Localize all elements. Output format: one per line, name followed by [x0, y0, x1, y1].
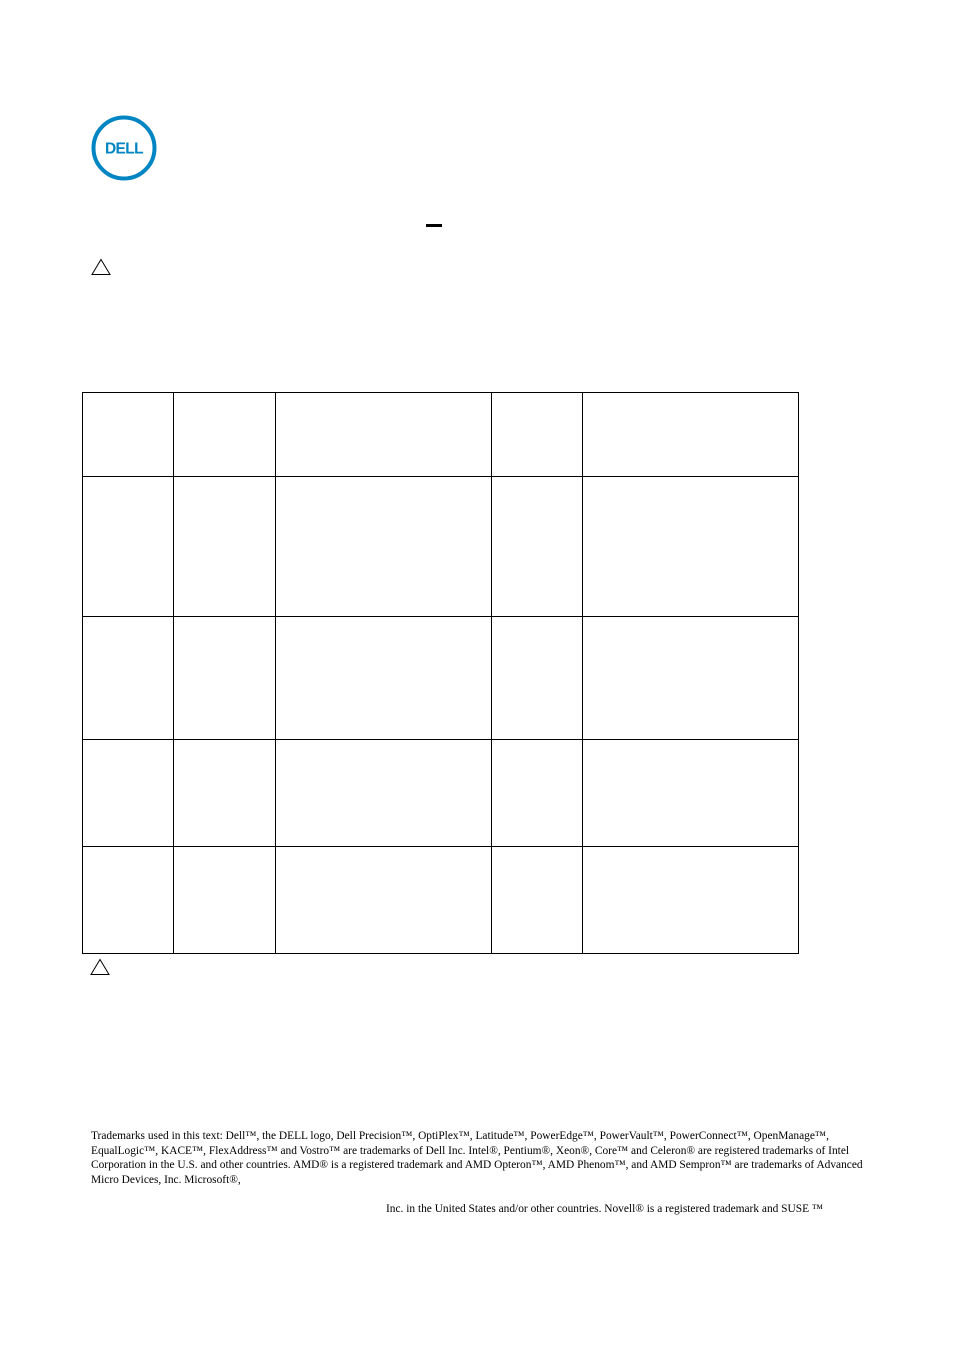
table-cell	[276, 477, 492, 617]
table-cell	[276, 847, 492, 954]
trademarks-text: Trademarks used in this text: Dell™, the DELL logo, Dell Precision™, OptiPlex™, Latitude™, PowerEdge™, PowerVault™, PowerConnect™, OpenManage™, EqualLogic™, KACE™, FlexAddress™ and Vostro™ are trademarks of Dell Inc. Intel®, Pentium®, Xeon®, Core™ and Celeron® are registered trademarks of Intel Corporation in the U.S. and other countries. AMD® is a registered trademark and AMD Opteron™, AMD Phenom™, and AMD Sempron™ are trademarks of Advanced Micro Devices, Inc. Microsoft®,	[91, 1130, 863, 1186]
table-cell	[276, 740, 492, 847]
caution-icon	[90, 958, 110, 976]
table-cell	[83, 847, 174, 954]
table-cell	[492, 847, 583, 954]
table-cell	[174, 393, 276, 477]
table-row	[83, 393, 799, 477]
table-cell	[583, 617, 799, 740]
table-cell	[83, 393, 174, 477]
caution-icon	[91, 258, 111, 276]
table-cell	[492, 617, 583, 740]
table-cell	[583, 477, 799, 617]
table-cell	[174, 847, 276, 954]
trademarks-text-continued: Inc. in the United States and/or other countries. Novell® is a registered trademark and SUSE ™	[386, 1203, 824, 1215]
dell-logo-text: DELL	[104, 140, 144, 158]
title-dash	[426, 224, 442, 227]
table-cell	[583, 393, 799, 477]
table-row	[83, 740, 799, 847]
table-row	[83, 847, 799, 954]
table-cell	[583, 847, 799, 954]
data-table	[82, 392, 799, 954]
table-row	[83, 617, 799, 740]
table-cell	[492, 393, 583, 477]
dell-logo	[91, 115, 157, 181]
table-cell	[276, 617, 492, 740]
table-cell	[492, 740, 583, 847]
table-cell	[492, 477, 583, 617]
table-cell	[83, 477, 174, 617]
table-cell	[174, 740, 276, 847]
table-cell	[583, 740, 799, 847]
table-cell	[174, 477, 276, 617]
table-row	[83, 477, 799, 617]
table-cell	[83, 617, 174, 740]
table-cell	[174, 617, 276, 740]
table-cell	[276, 393, 492, 477]
table-cell	[83, 740, 174, 847]
